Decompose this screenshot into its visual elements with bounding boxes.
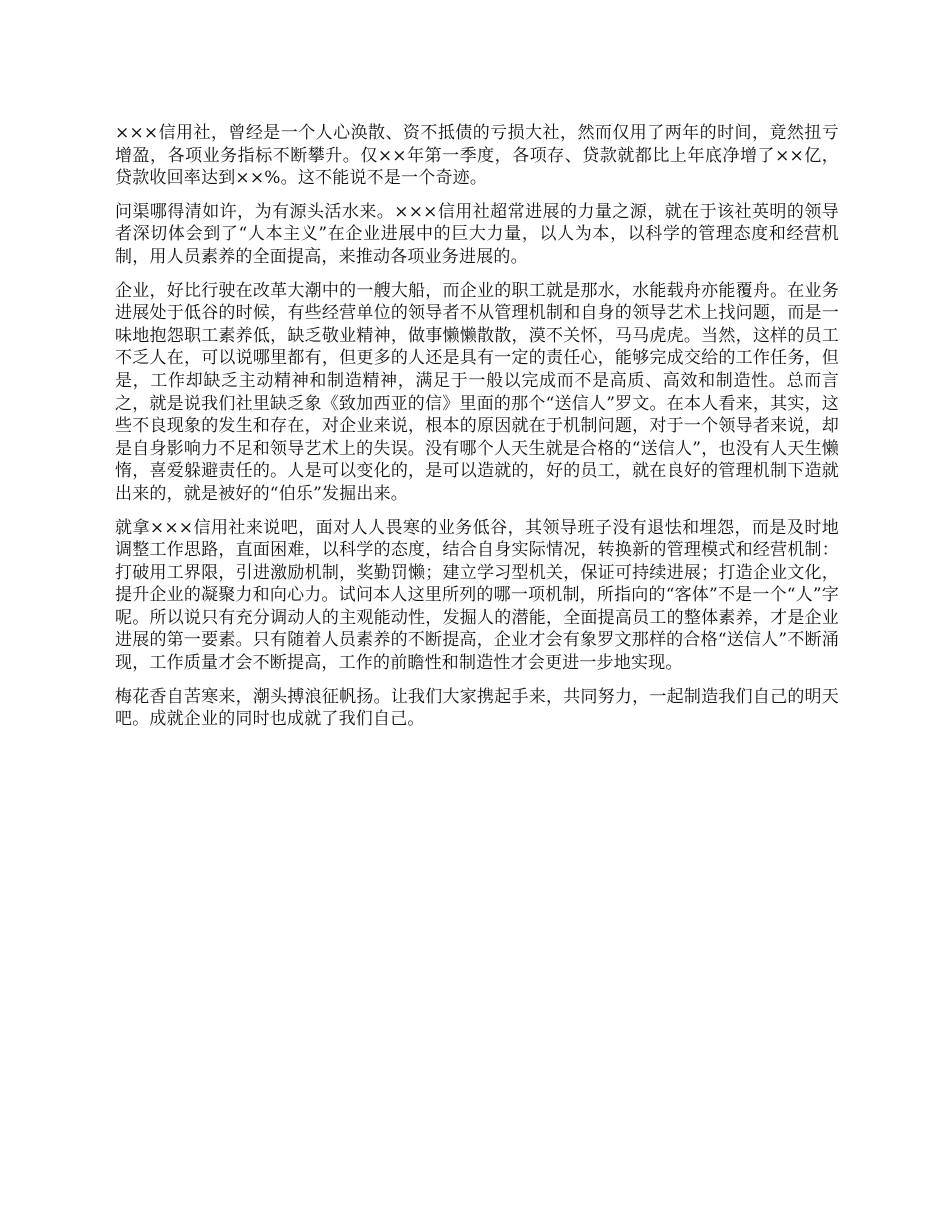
paragraph-2: 问渠哪得清如许，为有源头活水来。×××信用社超常进展的力量之源，就在于该社英明的领导者深切体会到了“人本主义”在企业进展中的巨大力量，以人为本，以科学的管理态度和经营机制，用人员素养的全面提高，来推动各项业务进展的。: [115, 201, 839, 267]
paragraph-3: 企业，好比行驶在改革大潮中的一艘大船，而企业的职工就是那水，水能载舟亦能覆舟。在业务进展处于低谷的时候，有些经营单位的领导者不从管理机制和自身的领导艺术上找问题，而是一味地抱怨职工素养低，缺乏敬业精神，做事懒懒散散，漠不关怀，马马虎虎。当然，这样的员工不乏人在，可以说哪里都有，但更多的人还是具有一定的责任心，能够完成交给的工作任务，但是，工作却缺乏主动精神和制造精神，满足于一般以完成而不是高质、高效和制造性。总而言之，就是说我们社里缺乏象《致加西亚的信》里面的那个“送信人”罗文。在本人看来，其实，这些不良现象的发生和存在，对企业来说，根本的原因就在于机制问题，对于一个领导者来说，却是自身影响力不足和领导艺术上的失误。没有哪个人天生就是合格的“送信人”，也没有人天生懒惰，喜爱躲避责任的。人是可以变化的，是可以造就的，好的员工，就在良好的管理机制下造就出来的，就是被好的“伯乐”发掘出来。: [115, 280, 839, 504]
paragraph-5: 梅花香自苦寒来，潮头搏浪征帆扬。让我们大家携起手来，共同努力，一起制造我们自己的明天吧。成就企业的同时也成就了我们自己。: [115, 686, 839, 730]
document-body: [115, 122, 839, 742]
paragraph-4: 就拿×××信用社来说吧，面对人人畏寒的业务低谷，其领导班子没有退怯和埋怨，而是及时地调整工作思路，直面困难，以科学的态度，结合自身实际情况，转换新的管理模式和经营机制：打破用工界限，引进激励机制，奖勤罚懒；建立学习型机关，保证可持续进展；打造企业文化，提升企业的凝聚力和向心力。试问本人这里所列的哪一项机制，所指向的“客体”不是一个“人”字呢。所以说只有充分调动人的主观能动性，发掘人的潜能，全面提高员工的整体素养，才是企业进展的第一要素。只有随着人员素养的不断提高，企业才会有象罗文那样的合格“送信人”不断涌现，工作质量才会不断提高，工作的前瞻性和制造性才会更进一步地实现。: [115, 517, 839, 674]
paragraph-1: ×××信用社，曾经是一个人心涣散、资不抵债的亏损大社，然而仅用了两年的时间，竟然扭亏增盈，各项业务指标不断攀升。仅××年第一季度，各项存、贷款就都比上年底净增了××亿，贷款收回率达到××%。这不能说不是一个奇迹。: [115, 123, 839, 189]
